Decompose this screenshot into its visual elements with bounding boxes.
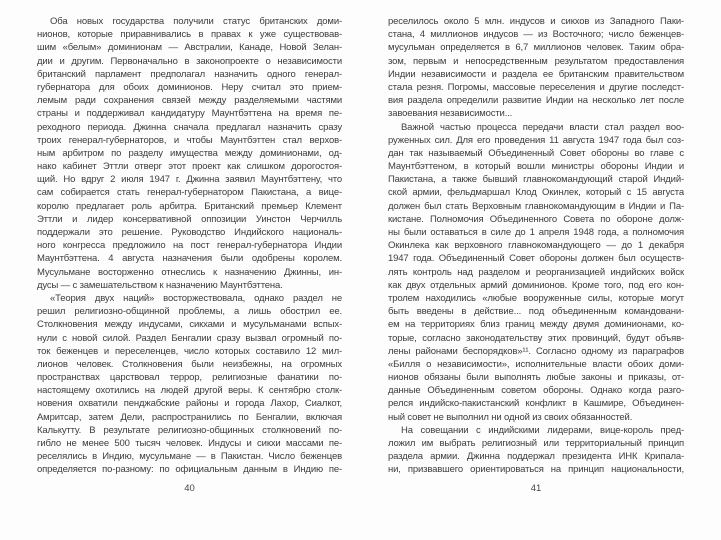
text-line: решил религиозно-общинной проблемы, а лишь обострил ее. [37, 306, 342, 318]
text-line: стана, 4 миллионов индусов — из Восточного; число беженцев- [388, 29, 684, 41]
text-line: ложил им выбрать религиозный или территориальный принцип [388, 438, 684, 449]
text-line: нионов, которые приравнивались в правах к уже существовав- [37, 29, 342, 41]
text-column-right [388, 15, 684, 477]
text-line: быть введены в действие... под объединенным командовани- [388, 306, 684, 318]
text-line: нионов обязаны были выполнять любые законы и приказы, от- [388, 372, 684, 384]
text-line: лемым ради сохранения связей между разделяемыми частями [37, 95, 342, 107]
text-line: ем на территориях близ границ между двумя доминионами, ко- [388, 319, 684, 331]
text-line: лены районами беспорядков»¹¹. Согласно одному из параграфов [388, 345, 684, 357]
page-left [37, 15, 342, 494]
text-line: руженных сил. Для его проведения 11 августа 1947 года был соз- [388, 134, 684, 146]
text-line: как двух отдельных армий доминионов. Кроме того, под его кон- [388, 279, 684, 291]
text-line: ным арбитром по разделу имущества между доминионами, од- [37, 147, 342, 159]
text-line: ны были оставаться в силе до 1 апреля 1948 года, а полномочия [388, 227, 684, 238]
text-line: Маунтбэттена. 4 августа назначения были одобрены королем. [37, 253, 342, 265]
text-line: данные Объединенным советом обороны. Однако когда разго- [388, 385, 684, 397]
text-line: королю предлагает роль арбитра. Британский премьер Клемент [37, 200, 342, 212]
text-line: Оба новых государства получили статус британских доми- [50, 16, 342, 27]
text-line: релся индийско-пакистанский конфликт в Кашмире, Объединен- [388, 398, 684, 410]
text-line: ного конгресса предложило на пост генерал-губернатора Индии [37, 240, 342, 252]
text-line: Важной частью процесса передачи власти стал раздел воо- [401, 121, 684, 133]
text-line: ный совет не выполнил ни одной из своих обязанностей. [388, 411, 633, 423]
text-line: троих генерал-губернаторов, и чтобы Маунтбэттен стал верхов- [37, 134, 342, 146]
text-line: должен был стать Верховным главнокомандующим в Индии и Па- [388, 200, 684, 212]
text-line: торые, согласно законодательству этих провинций, будут объяв- [388, 332, 684, 344]
text-line: ток беженцев и переселенцев, число которых составило 12 мил- [37, 345, 342, 357]
text-line: дусы — с замешательством к назначению Маунтбэттена. [37, 279, 283, 291]
text-line: стала резня. Погромы, массовые переселения и другие последст- [388, 81, 684, 93]
text-line: Мусульмане восторженно отнеслись к назначению Джинны, ин- [37, 266, 342, 278]
text-line: Амритсар, затем Дели, распространились по Бенгалии, включая [37, 411, 342, 423]
text-line: На совещании с индийскими лидерами, вице-король пред- [401, 424, 684, 436]
text-line: зом, первым и непосредственным результатом предоставления [388, 55, 684, 67]
text-line: губернатора для обоих доминионов. Неру считал это прием- [37, 81, 342, 93]
text-line: «Билля о независимости», исполнительные власти обоих доми- [388, 358, 684, 370]
text-line: реселилось около 5 млн. индусов и сикхов из Западного Паки- [388, 16, 684, 27]
page-number-left: 40 [184, 482, 195, 494]
text-line: Эттли и лидер консервативной оппозиции Уинстон Черчилль [37, 213, 342, 225]
text-line: новения охватили пенджабские районы и города Лахор, Сиалкот, [37, 398, 342, 410]
text-line: Калькутту. В результате религиозно-общинных столкновений по- [37, 424, 342, 436]
text-line: кистане. Полномочия Объединенного Совета по обороне долж- [388, 213, 684, 225]
text-line: ни, призвавшего ориентироваться на принцип национальности, [388, 464, 684, 476]
page-right [388, 15, 684, 494]
text-line: реселялись в Индию, мусульмане — в Пакистан. Число беженцев [37, 451, 342, 463]
text-line: сам собирается стать генерал-губернатором Пакистана, а вице- [37, 187, 342, 199]
text-line: мусульман определяется в 6,7 миллионов человек. Таким обра- [388, 42, 684, 54]
text-line: «Теория двух наций» восторжествовала, однако раздел не [50, 292, 342, 304]
text-line: вия раздела определили развитие Индии на несколько лет после [388, 95, 684, 107]
text-line: гибло не менее 500 тысяч человек. Индусы и сикхи массами пе- [37, 438, 342, 449]
text-line: раздела армии. Джинна поддержал президента ИНК Крипала- [388, 451, 684, 463]
text-line: Маунтбэттеном, в который вошли министры обороны Индии и [388, 161, 684, 173]
text-line: 1947 года. Объединенный Совет обороны должен был осуществ- [388, 253, 684, 265]
text-line: тролем находились «любые вооруженные силы, которые могут [388, 292, 684, 304]
text-line: щий. Но вдруг 2 июля 1947 г. Джинна заявил Маунтбэттену, что [37, 174, 342, 186]
text-column-left [37, 15, 342, 477]
text-line: ской армии, фельдмаршал Клод Окинлек, который с 15 августа [388, 187, 684, 199]
text-line: дан так называемый Объединенный Совет обороны во главе с [388, 147, 684, 159]
text-line: завоевания независимости... [388, 108, 513, 120]
text-line: Пакистана, а также бывший главнокомандующий старой Индий- [388, 174, 684, 186]
text-line: пространствах царствовал террор, религиозные фанатики по- [37, 372, 342, 384]
text-line: британский парламент предполагал назначить одного генерал- [37, 68, 342, 80]
text-line: определяется по-разному: по официальным данным в Индию пе- [37, 464, 342, 476]
text-line: шим «белым» доминионам — Австралии, Канаде, Новой Зелан- [37, 42, 342, 54]
text-line: дии и другим. Первоначально в законопроекте о независимости [37, 55, 342, 67]
text-line: настоящему охотились на людей другой веры. К сентябрю столк- [37, 385, 342, 397]
text-line: Окинлека как верховного главнокомандующего — до 1 декабря [388, 240, 684, 252]
text-line: лионов человек. Столкновения были неизбежны, на огромных [37, 358, 342, 370]
text-line: лять контроль над разделом и реорганизацией индийских войск [388, 266, 684, 278]
text-line: поддержали это решение. Руководство Индийского националь- [37, 227, 342, 238]
text-line: нули с новой силой. Раздел Бенгалии сразу вызвал огромный по- [37, 332, 342, 344]
text-line: Столкновения между индусами, сикхами и мусульманами вспых- [37, 319, 342, 331]
page-number-right: 41 [530, 482, 542, 494]
text-line: нако кабинет Эттли отверг этот проект как слишком дорогостоя- [37, 161, 342, 173]
text-line: страны и поддерживал кандидатуру Маунтбэттена на время пе- [37, 108, 342, 120]
text-line: реходного периода. Джинна сначала предлагал назначить сразу [37, 121, 342, 133]
text-line: Индии независимости и раздела ее британским правительством [388, 68, 684, 80]
